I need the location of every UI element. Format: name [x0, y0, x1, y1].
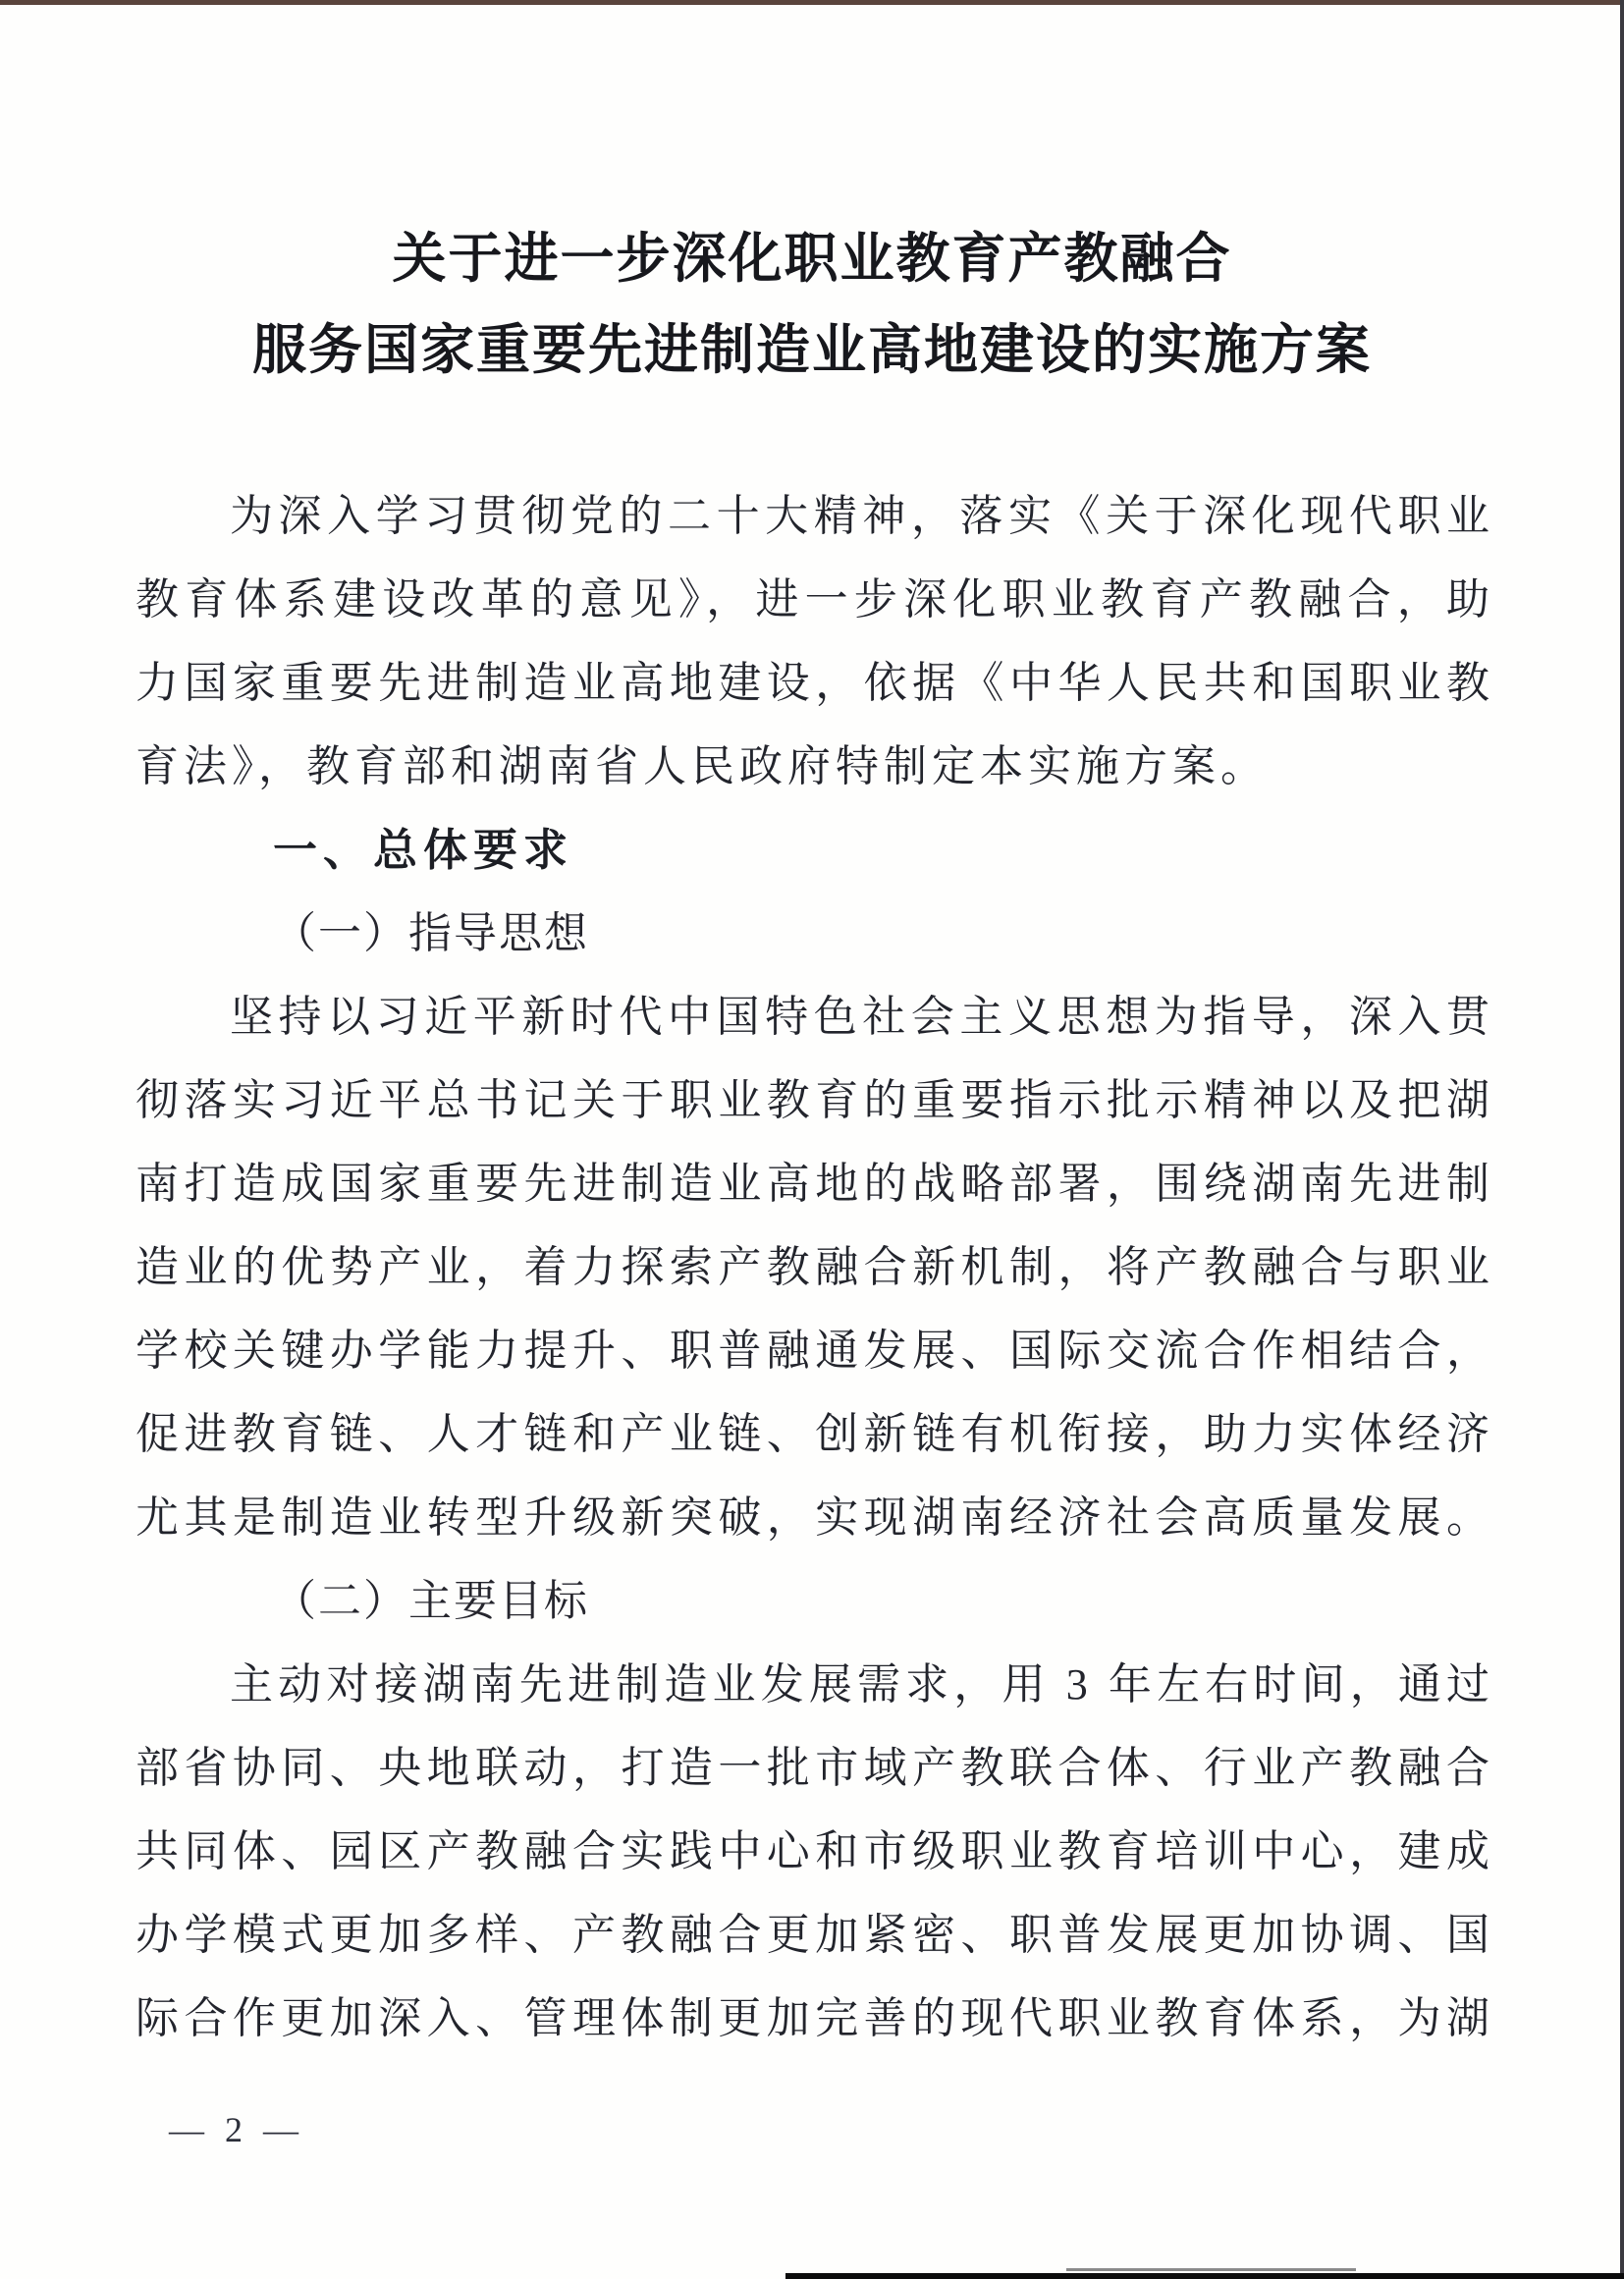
body-line: 造业的优势产业，着力探索产教融合新机制，将产教融合与职业 [135, 1243, 1494, 1291]
body-line: 为深入学习贯彻党的二十大精神，落实《关于深化现代职业 [230, 492, 1494, 540]
body-line: 际合作更加深入、管理体制更加完善的现代职业教育体系，为湖 [135, 1994, 1494, 2042]
scan-bottom-edge-thin-line [1066, 2268, 1356, 2271]
body-line: 主动对接湖南先进制造业发展需求，用 3 年左右时间，通过 [230, 1660, 1494, 1709]
body-line: 尤其是制造业转型升级新突破，实现湖南经济社会高质量发展。 [135, 1493, 1494, 1542]
body-line: 彻落实习近平总书记关于职业教育的重要指示批示精神以及把湖 [135, 1076, 1494, 1124]
page-number: — 2 — [169, 2110, 304, 2149]
document-body [135, 474, 1494, 2060]
subsection-heading-1: （一）指导思想 [273, 909, 589, 957]
scan-top-edge-line [0, 0, 1624, 5]
document-title [0, 213, 1624, 396]
body-line: 南打造成国家重要先进制造业高地的战略部署，围绕湖南先进制 [135, 1160, 1494, 1208]
body-line: 教育体系建设改革的意见》，进一步深化职业教育产教融合，助 [135, 575, 1494, 624]
body-line: 坚持以习近平新时代中国特色社会主义思想为指导，深入贯 [230, 993, 1494, 1041]
body-line: 力国家重要先进制造业高地建设，依据《中华人民共和国职业教 [135, 659, 1494, 707]
body-line: 办学模式更加多样、产教融合更加紧密、职普发展更加协调、国 [135, 1911, 1494, 1959]
body-line: 育法》，教育部和湖南省人民政府特制定本实施方案。 [135, 742, 1269, 790]
document-title-line-2: 服务国家重要先进制造业高地建设的实施方案 [251, 320, 1372, 380]
body-line: 学校关键办学能力提升、职普融通发展、国际交流合作相结合， [135, 1327, 1494, 1375]
body-line: 部省协同、央地联动，打造一批市域产教联合体、行业产教融合 [135, 1744, 1494, 1792]
section-heading-1: 一、总体要求 [273, 825, 574, 875]
subsection-heading-2: （二）主要目标 [273, 1577, 589, 1625]
body-line: 共同体、园区产教融合实践中心和市级职业教育培训中心，建成 [135, 1827, 1494, 1875]
body-line: 促进教育链、人才链和产业链、创新链有机衔接，助力实体经济 [135, 1410, 1494, 1458]
scan-bottom-edge-bar [785, 2273, 1624, 2279]
document-title-line-1: 关于进一步深化职业教育产教融合 [392, 229, 1232, 289]
